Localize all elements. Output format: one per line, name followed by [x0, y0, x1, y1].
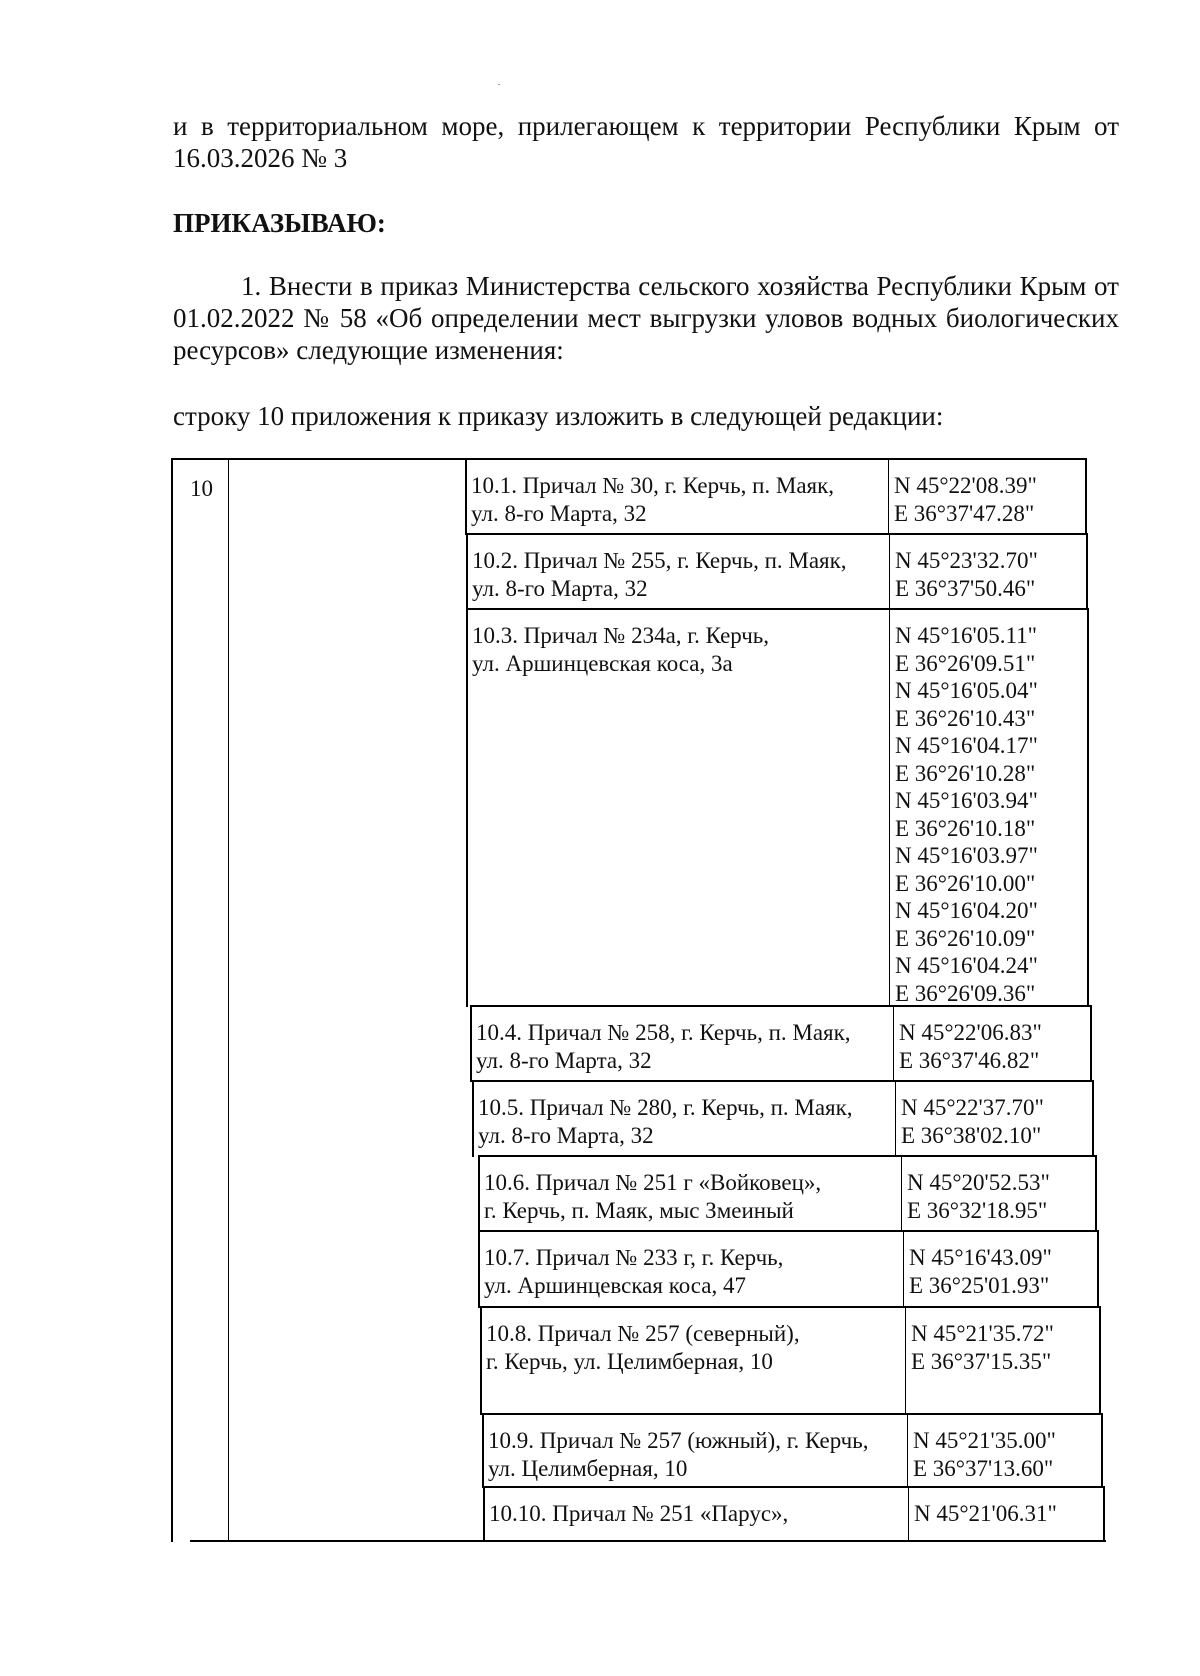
description-line: 10.7. Причал № 233 г, г. Керчь, — [484, 1245, 784, 1270]
row-top-line — [466, 608, 1089, 610]
coordinate-line: E 36°26'10.43" — [895, 705, 1036, 731]
berth-coordinates — [907, 1169, 1050, 1224]
row-top-line — [480, 1306, 1101, 1308]
berth-description — [476, 1019, 851, 1074]
coord-col-line — [889, 608, 890, 1007]
coordinate-line: N 45°21'35.72" — [911, 1321, 1054, 1346]
table-border-right — [1099, 1306, 1101, 1415]
berth-coordinates — [899, 1019, 1042, 1074]
coordinate-line: E 36°38'02.10" — [901, 1122, 1042, 1148]
berth-coordinates — [895, 547, 1038, 602]
table-border-right — [1097, 1230, 1099, 1308]
coordinate-line: E 36°32'18.95" — [907, 1197, 1048, 1223]
item-1-paragraph: 1. Внести в приказ Министерства сельского хозяйства Республики Крым от 01.02.2022 № 58 «Об определении мест выгрузки уловов водных биологических ресурсов» следующие изменения: — [173, 271, 1119, 365]
berth-coordinates — [914, 1500, 1057, 1528]
berth-coordinates — [911, 1320, 1054, 1375]
coord-col-line — [901, 1155, 902, 1232]
coord-col-line — [903, 1230, 904, 1308]
description-line: 10.9. Причал № 257 (южный), г. Керчь, — [488, 1428, 869, 1453]
table-border-right — [1095, 1155, 1097, 1232]
berth-coordinates — [909, 1244, 1052, 1299]
desc-col-line — [466, 533, 468, 610]
coordinate-line: N 45°16'04.24" — [895, 953, 1038, 978]
description-line: 10.6. Причал № 251 г «Войковец», — [484, 1170, 822, 1195]
coordinate-line: N 45°22'37.70" — [901, 1095, 1044, 1120]
coordinate-line: N 45°22'06.83" — [899, 1020, 1042, 1045]
description-line: 10.5. Причал № 280, г. Керчь, п. Маяк, — [478, 1095, 853, 1120]
row-top-line — [466, 533, 1088, 535]
coord-col-line — [895, 1080, 896, 1157]
table-border-right — [1092, 1080, 1094, 1157]
coordinate-line: E 36°26'09.36" — [895, 980, 1036, 1006]
desc-col-line — [466, 608, 468, 1007]
coordinate-line: E 36°26'10.18" — [895, 815, 1036, 841]
table-border-right — [1086, 533, 1088, 610]
coordinate-line: N 45°16'43.09" — [909, 1245, 1052, 1270]
row-number: 10 — [190, 476, 213, 501]
table-border-right — [1101, 1413, 1103, 1488]
coord-col-line — [907, 1413, 908, 1488]
berth-description — [489, 1500, 788, 1528]
desc-col-line — [472, 1080, 474, 1157]
row-top-line — [478, 1155, 1097, 1157]
coordinate-line: E 36°26'10.09" — [895, 925, 1036, 951]
description-line: 10.2. Причал № 255, г. Керчь, п. Маяк, — [472, 548, 847, 573]
order-heading: ПРИКАЗЫВАЮ: — [173, 208, 386, 238]
coordinate-line: E 36°26'09.51" — [895, 650, 1036, 676]
description-line: ул. 8-го Марта, 32 — [478, 1122, 654, 1148]
berth-description — [472, 547, 847, 602]
description-line: ул. Аршинцевская коса, 3а — [472, 650, 733, 676]
description-line: г. Керчь, п. Маяк, мыс Змеиный — [484, 1197, 794, 1223]
coord-col-line — [889, 533, 890, 610]
description-line: ул. 8-го Марта, 32 — [471, 500, 647, 526]
desc-col-line — [478, 1155, 480, 1232]
row-top-line — [482, 1413, 1103, 1415]
coordinate-line: N 45°22'08.39" — [894, 473, 1037, 498]
description-line: 10.4. Причал № 258, г. Керчь, п. Маяк, — [476, 1020, 851, 1045]
desc-col-line — [478, 1230, 480, 1308]
berth-description — [472, 622, 769, 677]
description-line: г. Керчь, ул. Целимберная, 10 — [486, 1348, 773, 1374]
coord-col-line — [905, 1306, 906, 1415]
table-border-left — [171, 458, 173, 1542]
description-line: 10.3. Причал № 234а, г. Керчь, — [472, 623, 770, 648]
row-top-line — [470, 1005, 1092, 1007]
description-line: ул. 8-го Марта, 32 — [476, 1047, 652, 1073]
coordinate-line: N 45°16'03.94" — [895, 788, 1038, 813]
berth-coordinates — [913, 1427, 1056, 1482]
berth-coordinates — [901, 1094, 1044, 1149]
table-border-right — [1090, 1005, 1092, 1082]
table-border-col1 — [228, 458, 229, 1542]
table-border-right — [1103, 1486, 1105, 1542]
coordinate-line: E 36°37'50.46" — [895, 575, 1036, 601]
table-border-right — [1087, 608, 1089, 1007]
description-line: 10.8. Причал № 257 (северный), — [486, 1321, 800, 1346]
berth-coordinates — [895, 622, 1038, 1007]
description-line: ул. Аршинцевская коса, 47 — [484, 1272, 746, 1298]
desc-col-line — [482, 1413, 484, 1488]
desc-col-line — [483, 1486, 485, 1542]
row-top-line — [465, 458, 1087, 460]
berth-description — [486, 1320, 800, 1375]
table-border-top-left — [171, 458, 467, 460]
table-border-bottom — [190, 1540, 1106, 1542]
coord-col-line — [908, 1486, 909, 1542]
coordinate-line: N 45°16'04.17" — [895, 733, 1038, 758]
desc-col-line — [480, 1306, 482, 1415]
coordinate-line: E 36°25'01.93" — [909, 1272, 1050, 1298]
coordinate-line: E 36°37'46.82" — [899, 1047, 1040, 1073]
coordinate-line: N 45°16'05.04" — [895, 678, 1038, 703]
desc-col-line — [470, 1005, 472, 1082]
row-top-line — [483, 1486, 1105, 1488]
coord-col-line — [893, 1005, 894, 1082]
description-line: ул. Целимберная, 10 — [488, 1455, 688, 1481]
coordinate-line: N 45°16'03.97" — [895, 843, 1038, 868]
coordinate-line: N 45°21'06.31" — [914, 1501, 1057, 1526]
table-border-right — [1085, 458, 1087, 535]
coordinate-line: N 45°20'52.53" — [907, 1170, 1050, 1195]
intro-paragraph: и в территориальном море, прилегающем к территории Республики Крым от 16.03.2026 № 3 — [173, 111, 1119, 173]
row-top-line — [472, 1080, 1094, 1082]
coordinate-line: E 36°26'10.00" — [895, 870, 1036, 896]
description-line: 10.1. Причал № 30, г. Керчь, п. Маяк, — [471, 473, 835, 498]
desc-col-line — [465, 458, 467, 535]
coordinate-line: E 36°37'13.60" — [913, 1455, 1054, 1481]
description-line: 10.10. Причал № 251 «Парус», — [489, 1501, 789, 1526]
coordinate-line: E 36°37'15.35" — [911, 1348, 1052, 1374]
berth-description — [478, 1094, 853, 1149]
coordinate-line: N 45°23'32.70" — [895, 548, 1038, 573]
berth-description — [488, 1427, 868, 1482]
coordinate-line: N 45°16'04.20" — [895, 898, 1038, 923]
berth-coordinates — [894, 472, 1037, 527]
berth-description — [471, 472, 834, 527]
row-top-line — [478, 1230, 1099, 1232]
coordinate-line: E 36°37'47.28" — [894, 500, 1035, 526]
coordinate-line: N 45°16'05.11" — [895, 623, 1037, 648]
berth-description — [484, 1169, 821, 1224]
description-line: ул. 8-го Марта, 32 — [472, 575, 648, 601]
coord-col-line — [888, 458, 889, 535]
coordinate-line: E 36°26'10.28" — [895, 760, 1036, 786]
coordinate-line: N 45°21'35.00" — [913, 1428, 1056, 1453]
berth-description — [484, 1244, 783, 1299]
instruction-paragraph: строку 10 приложения к приказу изложить в следующей редакции: — [173, 401, 944, 431]
